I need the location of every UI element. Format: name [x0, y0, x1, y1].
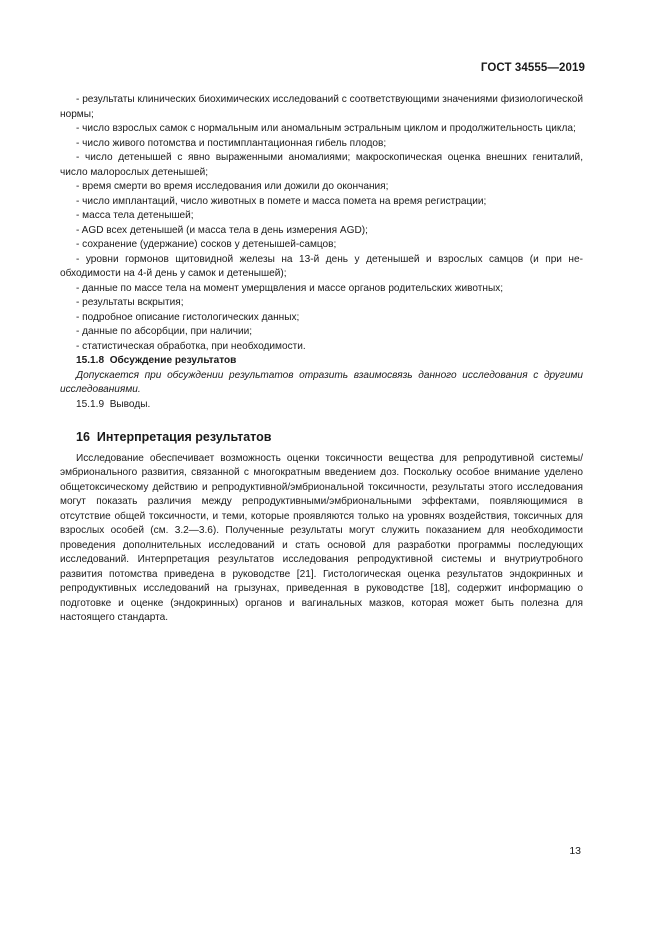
subsection-title: Обсуждение результатов	[109, 355, 237, 366]
list-item: - уровни гормонов щитовидной железы на 13-й день у детенышей и взрослых самцов (и при необходимости на 4-й день у самок и детенышей);	[60, 253, 583, 279]
list-item: - сохранение (удержание) сосков у детенышей-самцов;	[76, 239, 337, 250]
section-16-heading	[60, 430, 583, 445]
list-item: - время смерти во время исследования или дожили до окончания;	[76, 181, 389, 192]
list-item: - масса тела детенышей;	[76, 210, 194, 221]
subsection-number: 15.1.9	[76, 398, 105, 410]
document-body	[60, 93, 583, 626]
list-item: - число имплантаций, число животных в помете и масса помета на время регистрации;	[76, 195, 487, 207]
standard-header: ГОСТ 34555—2019	[480, 62, 585, 74]
list-item: - статистическая обработка, при необходимости.	[76, 340, 306, 352]
list-item: - число детенышей с явно выраженными аномалиями; макроскопическая оценка внешних гениталий, число малорослых детенышей;	[60, 152, 583, 178]
subsection-15-1-8-heading	[60, 354, 583, 369]
section-title: Интерпретация результатов	[96, 430, 272, 444]
page-number: 13	[569, 845, 581, 857]
list-item: - результаты клинических биохимических исследований с соответствующими значениями физиологической нормы;	[60, 94, 583, 120]
list-item: - число живого потомства и постимплантационная гибель плодов;	[76, 137, 387, 149]
subsection-number: 15.1.8	[76, 355, 105, 366]
list-item: - данные по абсорбции, при наличии;	[76, 326, 253, 337]
list-item: - подробное описание гистологических данных;	[76, 311, 300, 323]
list-item: - данные по массе тела на момент умерщвления и массе органов родительских животных;	[76, 282, 504, 294]
subsection-title: Выводы.	[109, 398, 151, 410]
list-item: - AGD всех детенышей (и масса тела в день измерения AGD);	[76, 224, 368, 236]
discussion-text: Допускается при обсуждении результатов отразить взаимосвязь данного исследования с другими исследованиями.	[60, 369, 583, 395]
subsection-15-1-9-heading	[60, 398, 583, 413]
interpretation-paragraph: Исследование обеспечивает возможность оценки токсичности вещества для репродутивной системы/эмбрионального развития, связанной с многократным введением доз. Поскольку особое внимание уделено общетоксическому действию и репродуктивной/эмбриональной токсичности, результаты этого исследования могут показать различия между репродуктивными/эмбриональными эффектами, появляющимися в отсутствие общей токсичности, и теми, которые проявляются только на уровнях воздействия, токсичных для взрослых особей (см. 3.2—3.6). Полученные результаты могут служить показанием для необходимости проведения дополнительных исследований и стать основой для разработки программы последующих исследований. Интерпретация результатов исследования репродуктивной системы и внутриутробного развития потомства приведена в руководстве [21]. Гистологическая оценка результатов эндокринных и репродуктивных исследований на грызунах, приведенная в руководстве [18], содержит информацию о подготовке и оценке (эндокринных) органов и вагинальных мазков, которая может быть полезна для настоящего стандарта.	[60, 452, 583, 623]
list-item: - число взрослых самок с нормальным или аномальным эстральным циклом и продолжительность цикла;	[76, 123, 576, 134]
list-item: - результаты вскрытия;	[76, 297, 184, 308]
results-list	[60, 93, 583, 354]
section-number: 16	[76, 430, 90, 444]
